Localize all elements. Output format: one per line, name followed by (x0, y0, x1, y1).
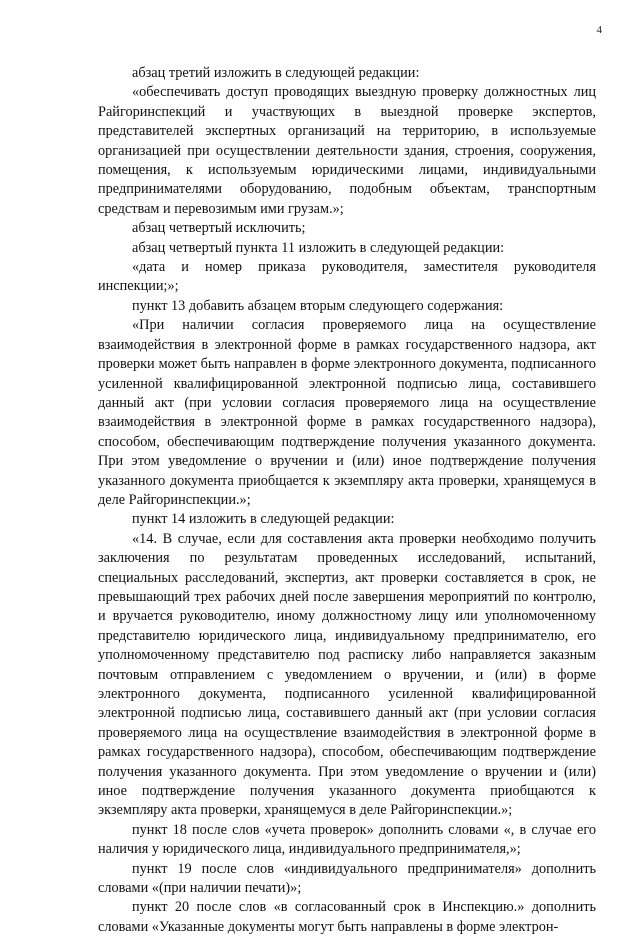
paragraph: абзац четвертый исключить; (132, 220, 306, 237)
paragraph: пункт 19 после слов «индивидуального предпринимателя» дополнить словами «(при наличии печати)»; (98, 860, 596, 897)
paragraph: пункт 18 после слов «учета проверок» дополнить словами «, в случае его наличия у юридического лица, индивидуального предпринимателя,»; (98, 821, 596, 858)
paragraph: «При наличии согласия проверяемого лица на осуществление взаимодействия в электронной форме в рамках государственного надзора, акт проверки может быть направлен в форме электронного документа, подписанного усиленной квалифицированной электронной подписью лица, составившего данный акт (при условии согласия проверяемого лица на осуществление взаимодействия в электронной форме в рамках государственного надзора), способом, обеспечивающим подтверждение получения указанного документа. При этом уведомление о вручении и (или) иное подтверждение получения указанного документа приобщается к экземпляру акта проверки, хранящемуся в деле Райгоринспекции.»; (98, 317, 596, 508)
paragraph: пункт 14 изложить в следующей редакции: (132, 511, 395, 528)
paragraph: пункт 13 добавить абзацем вторым следующего содержания: (132, 297, 504, 314)
paragraph: «обеспечивать доступ проводящих выездную проверку должностных лиц Райгоринспекций и участвующих в выездной проверке экспертов, представителей экспертных организаций на территорию, в используемые организацией при осуществлении деятельности здания, строения, сооружения, помещения, к используемым юридическими лицами, индивидуальными предпринимателями оборудованию, подобным объектам, транспортным средствам и перевозимым ими грузам.»; (98, 84, 596, 217)
paragraph: абзац четвертый пункта 11 изложить в следующей редакции: (132, 239, 505, 256)
paragraph: «дата и номер приказа руководителя, заместителя руководителя инспекции;»; (98, 259, 596, 295)
paragraph: «14. В случае, если для составления акта проверки необходимо получить заключения по результатам проведенных исследований, испытаний, специальных расследований, экспертиз, акт проверки составляется в срок, не превышающий трех рабочих дней после завершения мероприятий по контролю, и вручается руководителю, иному должностному лицу или уполномоченному представителю юридического лица, индивидуальному предпринимателю, его уполномоченному представителю под расписку либо направляется заказным почтовым отправлением с уведомлением о вручении, и (или) в форме электронного документа, подписанного усиленной квалифицированной электронной подписью лица, составившего данный акт (при условии согласия проверяемого лица на осуществление взаимодействия в электронной форме в рамках государственного надзора), способом, обеспечивающим подтверждение получения указанного документа. При этом уведомление о вручении и (или) иное подтверждение получения указанного документа приобщаются к экземпляру акта проверки, хранящемуся в деле Райгоринспекции.»; (98, 530, 596, 819)
page-number: 4 (596, 24, 602, 36)
document-body (98, 64, 596, 937)
paragraph: пункт 20 после слов «в согласованный срок в Инспекцию.» дополнить словами «Указанные документы могут быть направлены в форме электрон- (98, 899, 596, 935)
paragraph: абзац третий изложить в следующей редакции: (132, 65, 420, 81)
